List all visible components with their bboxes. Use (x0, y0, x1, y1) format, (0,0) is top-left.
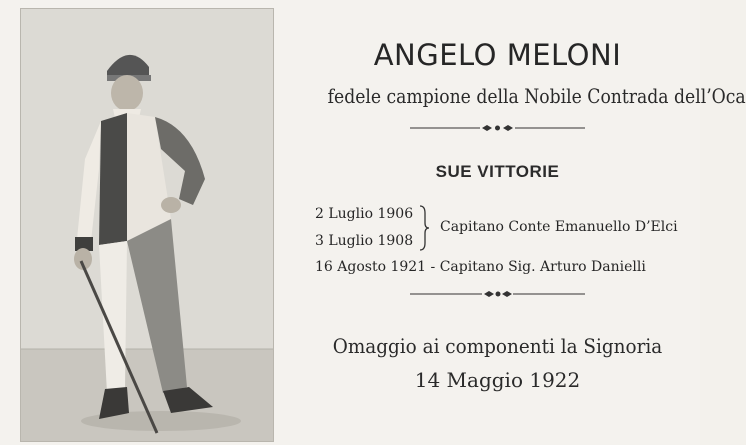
homage-date: 14 Maggio 1922 (414, 368, 581, 392)
jockey-photograph (20, 8, 274, 442)
shared-captain: Capitano Conte Emanuello D’Elci (440, 219, 678, 235)
card-subtitle: fedele campione della Nobile Contrada dell’Oca (327, 84, 746, 108)
brace-symbol (418, 205, 430, 251)
jockey-figure-illustration (21, 9, 273, 441)
ornament-divider-bottom (410, 289, 585, 299)
card-text-column (300, 0, 746, 445)
victory-date-1906: 2 Luglio 1906 (315, 206, 414, 222)
victory-1921: 16 Agosto 1921 - Capitano Sig. Arturo Danielli (315, 259, 646, 275)
victory-date-1908: 3 Luglio 1908 (315, 233, 414, 249)
ornament-divider-top (410, 123, 585, 133)
homage-line: Omaggio ai componenti la Signoria (332, 334, 663, 358)
card-title-name: ANGELO MELONI (373, 38, 622, 72)
victories-heading: SUE VITTORIE (435, 162, 560, 181)
